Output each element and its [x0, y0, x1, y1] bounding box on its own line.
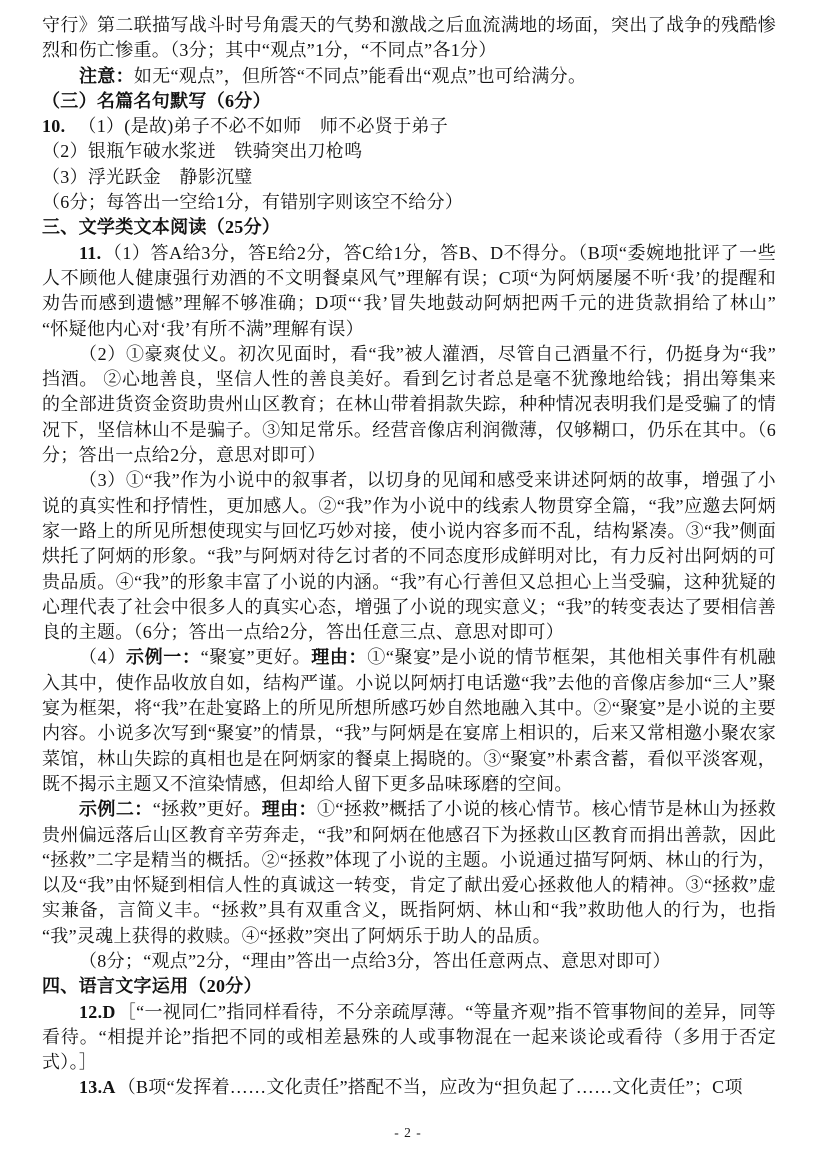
- example2-label: 示例二：: [79, 799, 153, 820]
- example2-choice: “拯救”更好。: [152, 799, 262, 820]
- question-10-score-note: （6分；每答出一空给1分，有错别字则该空不给分）: [42, 192, 464, 213]
- question-10-block: [42, 114, 776, 215]
- question-11-part4-example2: [42, 797, 776, 949]
- question-12: [42, 1000, 776, 1076]
- example1-choice: “聚宴”更好。: [200, 647, 312, 668]
- example1-reason-label: 理由：: [311, 647, 368, 668]
- question-12-answer: 12.D: [79, 1001, 116, 1022]
- question-10-answer-1-text: （1）(是故)弟子不必不如师 师不必贤于弟子: [78, 116, 448, 137]
- page-number: - 2 -: [394, 1125, 422, 1140]
- question-10-answer-2: （2）银瓶乍破水浆迸 铁骑突出刀枪鸣: [42, 141, 363, 162]
- example1-reason-text: ①“聚宴”是小说的情节框架，其他相关事件有机融入其中，使作品收放自如，结构严谨。小说以阿炳打电话邀“我”去他的音像店参加“三人”聚宴为框架，将“我”在赴宴路上的所见所想所感巧妙自然地融入其中。②“聚宴”是小说的主要内容。小说多次写到“聚宴”的情景，“我”与阿炳是在宴席上相识的，后来又常相邀小聚农家菜馆，林山失踪的真相也是在阿炳家的餐桌上揭晓的。③“聚宴”朴素含蓄，看似平淡客观，既不揭示主题又不渲染情感，但却给人留下更多品味琢磨的空间。: [42, 647, 776, 794]
- question-11-part3: （3）①“我”作为小说中的叙事者，以切身的见闻和感受来讲述阿炳的故事，增强了小说的真实性和抒情性，更加感人。②“我”作为小说中的线索人物贯穿全篇，“我”应邀去阿炳家一路上的所见所想使现实与回忆巧妙对接，使小说内容多而不乱，结构紧凑。③“我”侧面烘托了阿炳的形象。“我”与阿炳对待乞讨者的不同态度形成鲜明对比，有力反衬出阿炳的可贵品质。④“我”的形象丰富了小说的内涵。“我”有心行善但又总担心上当受骗，这种犹疑的心理代表了社会中很多人的真实心态，增强了小说的现实意义；“我”的转变表达了要相信善良的主题。（6分；答出一点给2分，答出任意三点、意思对即可）: [42, 470, 776, 643]
- question-10-answer-1: [42, 114, 776, 139]
- question-11-part4-score-note: （8分；“观点”2分，“理由”答出一点给3分，答出任意两点、意思对即可）: [79, 950, 671, 971]
- part4-prefix: （4）: [79, 647, 126, 668]
- example2-reason-label: 理由：: [261, 799, 317, 820]
- question-11-part1-text: （1）答A给3分，答E给2分，答C给1分，答B、D不得分。（B项“委婉地批评了一些人不顾他人健康强行劝酒的不文明餐桌风气”理解有误；C项“为阿炳屡屡不听‘我’的提醒和劝告而感到遗憾”理解不够准确；D项“‘我’冒失地鼓动阿炳把两千元的进货款捐给了林山”“怀疑他内心对‘我’有所不满”理解有误）: [42, 242, 776, 339]
- example1-label: 示例一：: [125, 647, 201, 668]
- paragraph-grading-note: [42, 64, 776, 89]
- question-12-explanation: ［“一视同仁”指同样看待，不分亲疏厚薄。“等量齐观”指不管事物间的差异，同等看待。“相提并论”指把不同的或相差悬殊的人或事物混在一起来谈论或看待（多用于否定式）。］: [42, 1001, 776, 1073]
- question-11-part4-example1: [42, 645, 776, 797]
- question-13: [42, 1075, 776, 1100]
- note-label: 注意：: [79, 65, 134, 86]
- question-11-number: 11.: [79, 242, 102, 263]
- paragraph-poem-analysis: 守行》第二联描写战斗时号角震天的气势和激战之后血流满地的场面，突出了战争的残酷惨烈和伤亡惨重。（3分；其中“观点”1分，“不同点”各1分）: [42, 15, 776, 61]
- section-heading-dictation: （三）名篇名句默写（6分）: [42, 90, 271, 111]
- note-text: 如无“观点”，但所答“不同点”能看出“观点”也可给满分。: [133, 65, 587, 86]
- question-10-number: 10.: [42, 116, 66, 137]
- question-13-answer: 13.A: [79, 1077, 116, 1098]
- section-heading-language-use: 四、语言文字运用（20分）: [42, 976, 262, 997]
- section-heading-literary-reading: 三、文学类文本阅读（25分）: [42, 217, 281, 238]
- question-11-part1: [42, 241, 776, 342]
- question-11-part2: （2）①豪爽仗义。初次见面时，看“我”被人灌酒，尽管自己酒量不行，仍挺身为“我”挡酒。 ②心地善良，坚信人性的善良美好。看到乞讨者总是毫不犹豫地给钱；捐出筹集来的全部进货资金资助贵州山区教育；在林山带着捐款失踪，种种情况表明我们是受骗了的情况下，坚信林山不是骗子。③知足常乐。经营音像店利润微薄，仅够糊口，仍乐在其中。（6分；答出一点给2分，意思对即可）: [42, 343, 776, 466]
- example2-reason-text: ①“拯救”概括了小说的核心情节。核心情节是林山为拯救贵州偏远落后山区教育辛劳奔走，“我”和阿炳在他感召下为拯救山区教育而捐出善款，因此“拯救”二字是精当的概括。②“拯救”体现了小说的主题。小说通过描写阿炳、林山的行为，以及“我”由怀疑到相信人性的真诚这一转变，肯定了献出爱心拯救他人的精神。③“拯救”虚实兼备，言简义丰。“拯救”具有双重含义，既指阿炳、林山和“我”救助他人的行为，也指“我”灵魂上获得的救赎。④“拯救”突出了阿炳乐于助人的品质。: [42, 799, 777, 946]
- question-10-answer-3: （3）浮光跃金 静影沉璧: [42, 166, 253, 187]
- question-13-explanation: （B项“发挥着……文化责任”搭配不当，应改为“担负起了……文化责任”；C项: [117, 1077, 743, 1098]
